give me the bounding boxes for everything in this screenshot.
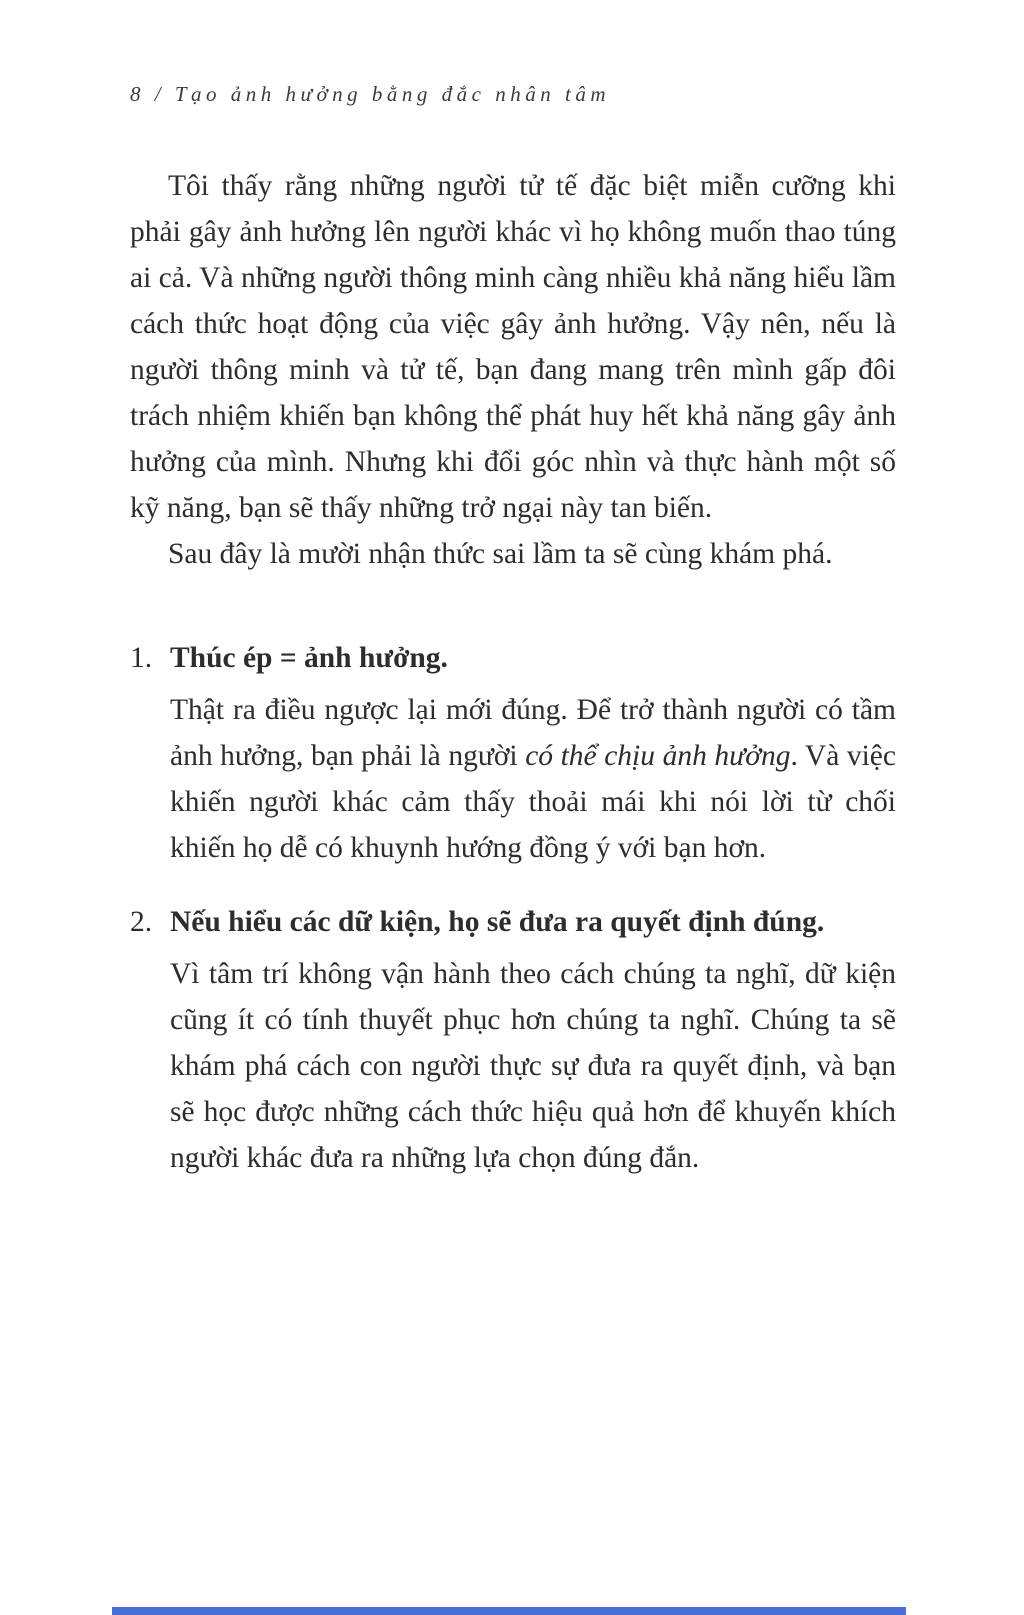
body-text-segment: . Và việc khiến người khác cảm thấy thoải mái khi nói lời từ chối khiến họ dễ có khuynh hướng đồng ý với bạn hơn. — [170, 740, 896, 864]
list-item-number: 2. — [130, 906, 153, 938]
list-item-body — [170, 687, 896, 871]
list-item — [130, 635, 896, 871]
paragraph: Sau đây là mười nhận thức sai lầm ta sẽ cùng khám phá. — [168, 538, 833, 570]
list-item-title: Thúc ép = ảnh hưởng. — [170, 642, 448, 674]
body-text-segment: Thật ra điều ngược lại mới đúng. Để trở thành người có tầm ảnh hưởng, bạn phải là người — [170, 694, 896, 772]
paragraph: Tôi thấy rằng những người tử tế đặc biệt miễn cưỡng khi phải gây ảnh hưởng lên người khác vì họ không muốn thao túng ai cả. Và những người thông minh càng nhiều khả năng hiểu lầm cách thức hoạt động của việc gây ảnh hưởng. Vậy nên, nếu là người thông minh và tử tế, bạn đang mang trên mình gấp đôi trách nhiệm khiến bạn không thể phát huy hết khả năng gây ảnh hưởng của mình. Nhưng khi đổi góc nhìn và thực hành một số kỹ năng, bạn sẽ thấy những trở ngại này tan biến. — [130, 170, 896, 524]
list-item-content — [170, 899, 896, 1181]
list-item-number: 1. — [130, 642, 153, 674]
text-column — [130, 82, 896, 1181]
list-item-title: Nếu hiểu các dữ kiện, họ sẽ đưa ra quyết định đúng. — [170, 906, 825, 938]
bottom-accent-bar — [112, 1607, 906, 1615]
list-item-body: Vì tâm trí không vận hành theo cách chúng ta nghĩ, dữ kiện cũng ít có tính thuyết phục hơn chúng ta nghĩ. Chúng ta sẽ khám phá cách con người thực sự đưa ra quyết định, và bạn sẽ học được những cách thức hiệu quả hơn để khuyến khích người khác đưa ra những lựa chọn đúng đắn. — [170, 958, 896, 1174]
list-item — [130, 899, 896, 1181]
body-text-italic-segment: có thể chịu ảnh hưởng — [525, 740, 791, 772]
list-item-content — [170, 635, 896, 871]
intro-block — [130, 163, 896, 577]
running-header: 8 / Tạo ảnh hưởng bằng đắc nhân tâm — [130, 82, 610, 106]
numbered-list — [130, 635, 896, 1181]
